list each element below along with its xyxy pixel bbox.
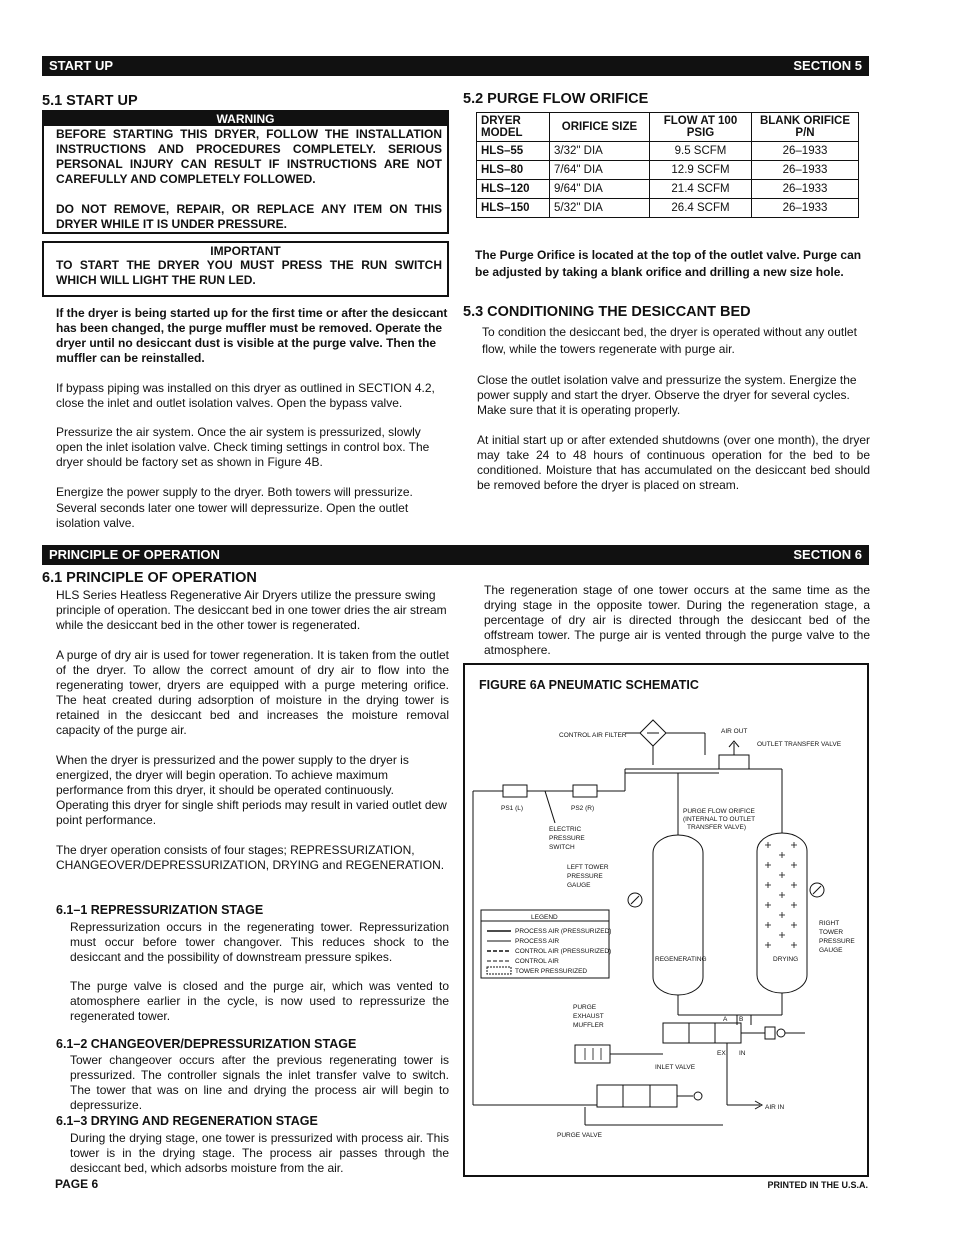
electric-pressure-switch-label-3: SWITCH — [549, 844, 575, 851]
table-header-cell: FLOW AT 100 PSIG — [650, 113, 752, 142]
table-cell: 9.5 SCFM — [650, 142, 752, 161]
control-air-filter-label: CONTROL AIR FILTER — [559, 732, 627, 739]
principle-paragraph-1: HLS Series Heatless Regenerative Air Dryers utilize the pressure swing principle of operation. The desiccant bed in one tower dries the air stream while the desiccant bed in the other tower is regenerated. — [56, 588, 447, 632]
important-title: IMPORTANT — [210, 244, 281, 258]
electric-pressure-switch-label-1: ELECTRIC — [549, 826, 582, 833]
outlet-transfer-valve-icon — [719, 755, 749, 769]
ps1-label: PS1 (L) — [501, 805, 524, 812]
port-ex-label: EX — [717, 1050, 726, 1057]
legend-item: CONTROL AIR — [515, 958, 559, 965]
desiccant-pattern — [765, 842, 797, 948]
inlet-solenoid-icon — [765, 1027, 775, 1039]
drying-regeneration-heading: 6.1–3 DRYING AND REGENERATION STAGE — [56, 1114, 318, 1128]
regenerating-label: REGENERATING — [655, 956, 707, 963]
pneumatic-schematic-figure — [463, 663, 869, 1177]
drying-label: DRYING — [773, 956, 799, 963]
table-row — [477, 199, 859, 218]
inlet-port-icon — [777, 1029, 785, 1037]
conditioning-paragraph-2: Close the outlet isolation valve and pressurize the system. Energize the power supply and start the dryer. Observe the dryer for several cycles. Make sure that it is operating properly. — [477, 373, 857, 417]
warning-box — [42, 110, 449, 234]
table-cell: 21.4 SCFM — [650, 180, 752, 199]
inlet-valve-icon — [663, 1023, 741, 1043]
table-row — [477, 161, 859, 180]
warning-title: WARNING — [44, 112, 447, 126]
schematic-line — [545, 791, 555, 823]
important-box — [42, 241, 449, 297]
purge-valve-icon — [597, 1085, 677, 1107]
figure-title: FIGURE 6A PNEUMATIC SCHEMATIC — [479, 678, 699, 692]
ps2-label: PS2 (R) — [571, 805, 595, 812]
desiccant-marks — [765, 842, 797, 948]
legend-item: TOWER PRESSURIZED — [515, 968, 588, 975]
table-cell: 26–1933 — [752, 142, 859, 161]
left-gauge-label-1: LEFT TOWER — [567, 864, 609, 871]
section-bar-left: PRINCIPLE OF OPERATION — [49, 547, 220, 562]
table-cell: 9/64" DIA — [550, 180, 650, 199]
purge-note: The Purge Orifice is located at the top of the outlet valve. Purge can be adjusted by taking a blank orifice and drilling a new size hole. — [475, 248, 862, 279]
outlet-transfer-valve-label: OUTLET TRANSFER VALVE — [757, 741, 842, 748]
repressurization-paragraph-1: Repressurization occurs in the regenerating tower. Repressurization must occur before tower changover. This reduces shock to the desiccant and the possibility of downstream pressure spikes. — [70, 920, 449, 964]
table-cell: 3/32" DIA — [550, 142, 650, 161]
table-row — [477, 142, 859, 161]
right-gauge-label-3: PRESSURE — [819, 938, 855, 945]
left-gauge-label-2: PRESSURE — [567, 873, 603, 880]
port-in-label: IN — [739, 1050, 746, 1057]
table-cell: 26–1933 — [752, 161, 859, 180]
table-cell: 26–1933 — [752, 180, 859, 199]
warning-text-1: BEFORE STARTING THIS DRYER, FOLLOW THE INSTALLATION INSTRUCTIONS AND PROCEDURES COMPLETELY. SERIOUS PERSONAL INJURY CAN RESULT IF INSTRUCTIONS ARE NOT CAREFULLY AND COMPLETELY FOLLOWED. — [56, 127, 442, 186]
port-a-label: A — [723, 1016, 728, 1023]
table-cell: 12.9 SCFM — [650, 161, 752, 180]
purge-valve-port-icon — [694, 1092, 702, 1100]
startup-bold-paragraph: If the dryer is being started up for the first time or after the desiccant has been changed, the purge muffler must be removed. Operate the dryer until no desiccant dust is visible at the purge valve. Then the muffler can be reinstalled. — [56, 306, 448, 365]
principle-paragraph-3: When the dryer is pressurized and the power supply to the dryer is energized, the dryer will begin operation. To achieve maximum performance from this dryer, it should be operated continuously. Operating this dryer for single shift periods may result in varied outlet dew point performance. — [56, 753, 447, 827]
right-gauge-label-1: RIGHT — [819, 920, 840, 927]
air-out-label: AIR OUT — [721, 728, 748, 735]
legend-item: PROCESS AIR — [515, 938, 560, 945]
right-gauge-label-4: GAUGE — [819, 947, 843, 954]
right-gauge-label-2: TOWER — [819, 929, 844, 936]
purge-orifice-label-3: TRANSFER VALVE) — [687, 824, 746, 831]
legend-item: PROCESS AIR (PRESSURIZED) — [515, 928, 612, 935]
gauge-needle — [813, 886, 821, 894]
table-row — [477, 180, 859, 199]
table-cell: 7/64" DIA — [550, 161, 650, 180]
electric-pressure-switch-label-2: PRESSURE — [549, 835, 585, 842]
printed-in-usa: PRINTED IN THE U.S.A. — [767, 1180, 868, 1190]
purge-orifice-label-1: PURGE FLOW ORIFICE — [683, 808, 755, 815]
table-header-cell: ORIFICE SIZE — [550, 113, 650, 142]
purge-table-header — [477, 113, 859, 142]
purge-exhaust-muffler-icon — [575, 1045, 610, 1063]
regeneration-paragraph: The regeneration stage of one tower occurs at the same time as the drying stage in the opposite tower. During the regeneration stage, a percentage of dry air is directed through the desiccant bed of the offstream tower. The purge air is vented through the purge valve to the atmosphere. — [484, 583, 870, 657]
drying-regeneration-paragraph: During the drying stage, one tower is pressurized with process air. This tower is in the drying stage. The process air passes through the desiccant bed, which adsorbs moisture from the air. — [70, 1131, 449, 1175]
section-bar-right: SECTION 5 — [793, 58, 862, 73]
conditioning-paragraph-1: To condition the desiccant bed, the dryer is operated without any outlet flow, while the towers regenerate with purge air. — [482, 325, 857, 356]
purge-muffler-label-2: EXHAUST — [573, 1013, 604, 1020]
principle-heading: 6.1 PRINCIPLE OF OPERATION — [42, 570, 257, 586]
principle-paragraph-4: The dryer operation consists of four stages; REPRESSURIZATION, CHANGEOVER/DEPRESSURIZATION, DRYING and REGENERATION. — [56, 843, 445, 872]
table-cell: HLS–150 — [477, 199, 550, 218]
section-bar-startup — [42, 56, 869, 76]
table-header-cell: DRYER MODEL — [477, 113, 550, 142]
table-cell: 5/32" DIA — [550, 199, 650, 218]
changeover-paragraph: Tower changeover occurs after the previous regenerating tower is pressurized. The controller signals the inlet transfer valve to switch. The tower that was on line and drying the process air will begin to depressurize. — [70, 1053, 449, 1112]
table-cell: 26.4 SCFM — [650, 199, 752, 218]
purge-table — [476, 112, 859, 218]
purge-orifice-label-2: (INTERNAL TO OUTLET — [683, 816, 756, 823]
startup-heading: 5.1 START UP — [42, 93, 138, 109]
port-b-label: B — [739, 1016, 744, 1023]
startup-paragraph-bypass: If bypass piping was installed on this dryer as outlined in SECTION 4.2, close the inlet and outlet isolation valves. Open the bypass valve. — [56, 381, 435, 410]
section-bar-left: START UP — [49, 58, 114, 73]
table-cell: HLS–120 — [477, 180, 550, 199]
principle-paragraph-2: A purge of dry air is used for tower regeneration. It is taken from the outlet of the dryer. To allow the correct amount of dry air to flow into the regenerating tower, dryers are equipped with a purge metering orifice. The heat created during adsorption of moisture in the drying tower is retained in the desiccant bed and increases the moisture removal capacity of the purge air. — [56, 648, 449, 737]
legend-swatch-tower — [487, 967, 511, 974]
purge-muffler-label-1: PURGE — [573, 1004, 597, 1011]
ps2-switch-icon — [573, 785, 597, 797]
purge-heading: 5.2 PURGE FLOW ORIFICE — [463, 91, 649, 107]
gauge-needle — [631, 896, 639, 904]
conditioning-heading: 5.3 CONDITIONING THE DESICCANT BED — [463, 304, 751, 320]
startup-paragraph-energize: Energize the power supply to the dryer. Both towers will pressurize. Several seconds later one tower will depressurize. Open the outlet isolation valve. — [56, 485, 413, 530]
left-tower-icon — [653, 835, 703, 995]
table-cell: HLS–80 — [477, 161, 550, 180]
changeover-heading: 6.1–2 CHANGEOVER/DEPRESSURIZATION STAGE — [56, 1037, 357, 1051]
repressurization-paragraph-2: The purge valve is closed and the purge air, which was vented to atomosphere earlier in the cycle, is now used to repressurize the regenerated tower. — [70, 979, 449, 1023]
legend-title: LEGEND — [531, 914, 558, 921]
page-number: PAGE 6 — [55, 1177, 99, 1191]
purge-valve-label: PURGE VALVE — [557, 1132, 602, 1139]
purge-muffler-label-3: MUFFLER — [573, 1022, 604, 1029]
inlet-valve-label: INLET VALVE — [655, 1064, 696, 1071]
legend-item: CONTROL AIR (PRESSURIZED) — [515, 948, 612, 955]
air-in-label: AIR IN — [765, 1104, 785, 1111]
table-cell: 26–1933 — [752, 199, 859, 218]
table-header-cell: BLANK ORIFICE P/N — [752, 113, 859, 142]
important-text: TO START THE DRYER YOU MUST PRESS THE RUN SWITCH WHICH WILL LIGHT THE RUN LED. — [56, 258, 442, 287]
section-bar-principle — [42, 545, 869, 565]
conditioning-paragraph-3: At initial start up or after extended shutdowns (over one month), the dryer may take 24 to 48 hours of continuous operation for the bed to be conditioned. Moisture that has accumulated on the desiccant bed should be removed before the dryer is placed on stream. — [477, 433, 870, 492]
repressurization-heading: 6.1–1 REPRESSURIZATION STAGE — [56, 903, 264, 917]
left-gauge-label-3: GAUGE — [567, 882, 591, 889]
pneumatic-schematic-svg — [465, 665, 867, 1175]
ps1-switch-icon — [503, 785, 527, 797]
startup-paragraph-pressurize: Pressurize the air system. Once the air system is pressurized, slowly open the inlet isolation valve. Check timing settings in control box. The dryer should be factory set as shown in Figure 4B. — [56, 425, 430, 469]
section-bar-right: SECTION 6 — [793, 547, 862, 562]
warning-text-2: DO NOT REMOVE, REPAIR, OR REPLACE ANY ITEM ON THIS DRYER WHILE IT IS UNDER PRESSURE. — [56, 202, 442, 231]
table-cell: HLS–55 — [477, 142, 550, 161]
